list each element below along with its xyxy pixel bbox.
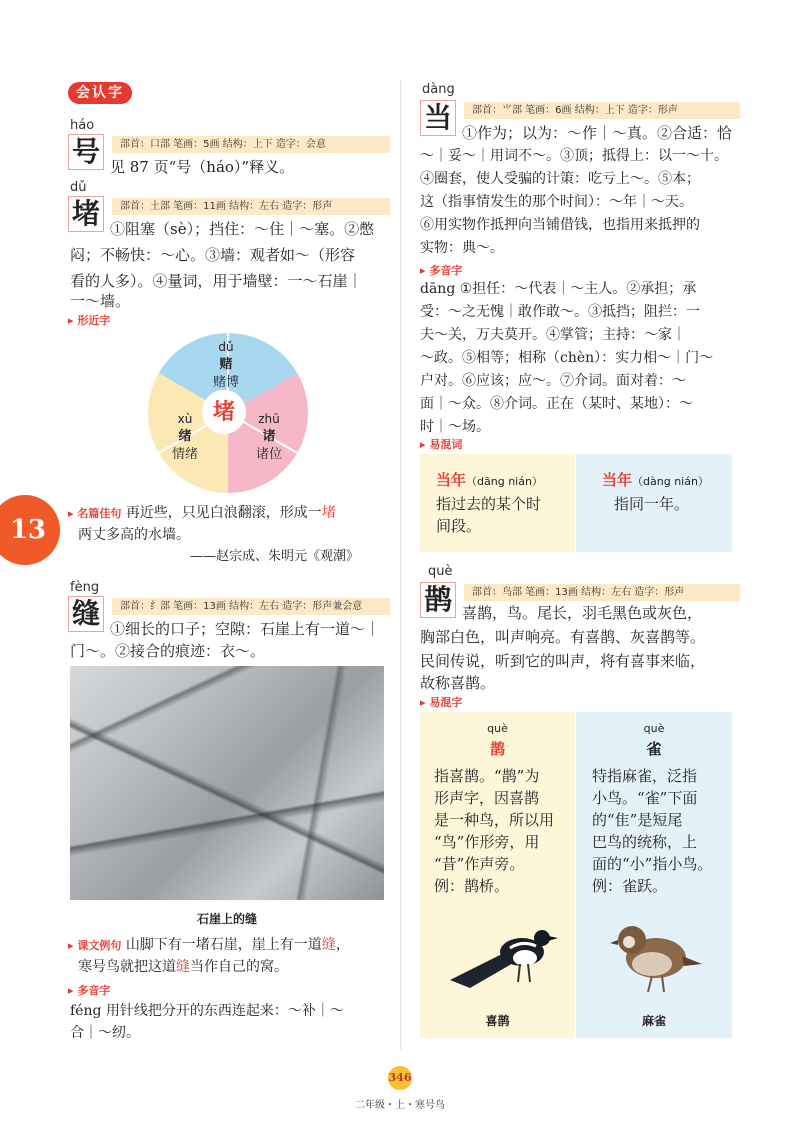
dang-compare-left: 当年（dāng nián） 指过去的某个时 间段。 (420, 454, 575, 552)
char-feng: 缝 (68, 596, 104, 632)
que-confuse-label: ▸ 易混字 (420, 694, 462, 710)
def-dang-5: ⑥用实物作抵押向当铺借钱，也指用来抵押的 (420, 217, 700, 233)
feng-poly-1: féng 用针线把分开的东西连起来：～补｜～ (70, 1003, 344, 1019)
def-feng-2: 门～。②接合的痕迹：衣～。 (70, 642, 266, 660)
def-dang-3: ④圈套，使人受骗的计策：吃亏上～。⑤本； (420, 171, 700, 187)
pinyin-du: dǔ (70, 180, 87, 195)
pinyin-dang: dàng (422, 82, 455, 97)
meta-du: 部首：土部 笔画：11画 结构：左右 造字：形声 (112, 198, 390, 215)
def-que-4: 故称喜鹊。 (420, 674, 496, 692)
char-que: 鹊 (420, 582, 456, 618)
char-hao: 号 (68, 134, 104, 170)
pinyin-que: què (428, 564, 453, 579)
def-que-1: 喜鹊，鸟。尾长，羽毛黑色或灰色， (462, 604, 703, 622)
dang-poly-label: ▸ 多音字 (420, 262, 462, 278)
chapter-tab: 13 (0, 495, 60, 565)
quote-source: ——赵宗成、朱明元《观潮》 (190, 549, 360, 564)
feng-poly-label: ▸ 多音字 (68, 982, 110, 998)
dang-poly-2: 受：～之无愧｜敢作敢～。③抵挡；阻拦：一 (420, 304, 700, 320)
meta-dang: 部首：⺌部 笔画：6画 结构：上下 造字：形声 (464, 102, 740, 119)
magpie-illustration (440, 910, 560, 1000)
def-du-2: 闷；不畅快：～心。③墙：观者如～（形容 (70, 246, 356, 264)
def-dang-4: 这（指事情发生的那个时间）：～年｜～天。 (420, 194, 693, 210)
def-hao: 见 87 页“号（háo）”释义。 (110, 158, 295, 176)
dang-poly-6: 面｜～众。⑧介词。正在（某时、某地）：～ (420, 396, 693, 412)
feng-poly-2: 合｜～纫。 (70, 1025, 140, 1041)
dang-compare-right: 当年（dàng nián） 指同一年。 (576, 454, 732, 552)
def-du-4: 一～墙。 (70, 292, 131, 310)
wheel-top: dǔ 赌 赌博 (212, 340, 239, 390)
wheel-left: xù 绪 情绪 (171, 412, 198, 462)
def-que-2: 胸部白色，叫声响亮。有喜鹊、灰喜鹊等。 (420, 628, 706, 646)
def-dang-1: ①作为；以为：～作｜～真。②合适：恰 (462, 124, 733, 142)
dang-poly-4: ～政。⑤相等；相称（chèn）：实力相～｜门～ (420, 350, 714, 366)
wheel-center-char: 堵 (202, 390, 246, 434)
pinyin-feng: fèng (70, 580, 100, 595)
quote-line-1: ▸ 名篇佳句 再近些，只见白浪翻滚，形成一堵 (68, 500, 336, 527)
column-divider (400, 80, 401, 1050)
que-compare-right: què 雀 特指麻雀，泛指 小鸟。“雀”下面 的“隹”是短尾 巴鸟的统称，上 面的“小”指小鸟。 例：雀跃。 麻雀 (576, 712, 732, 1038)
def-que-3: 民间传说，听到它的叫声，将有喜事来临， (420, 652, 706, 670)
page-number: 346 (388, 1066, 412, 1090)
def-du-3: 看的人多）。④量词，用于墙壁：一～石崖｜ (70, 272, 363, 290)
wheel-right: zhū 诸 诸位 (255, 412, 282, 462)
similar-label: ▸ 形近字 (68, 312, 110, 328)
sparrow-illustration (602, 912, 706, 998)
meta-hao: 部首：口部 笔画：5画 结构：上下 造字：会意 (112, 136, 390, 153)
rock-image-caption: 石崖上的缝 (196, 912, 257, 926)
dang-poly-1: dāng ①担任：～代表｜～主人。②承担；承 (420, 281, 697, 297)
dang-poly-7: 时｜～场。 (420, 419, 490, 435)
example-line-1: ▸ 课文例句 山脚下有一堵石崖，崖上有一道缝， (68, 932, 350, 959)
dang-poly-3: 夫～关，万夫莫开。④掌管；主持：～家｜ (420, 327, 686, 343)
section-title: 会认字 (68, 82, 132, 104)
def-du-1: ①阻塞（sè）；挡住：～住｜～塞。②憋 (110, 220, 375, 238)
char-du: 堵 (68, 196, 104, 232)
dang-poly-5: 户对。⑥应该；应～。⑦介词。面对着：～ (420, 373, 686, 389)
example-line-2: 寒号鸟就把这道缝当作自己的窝。 (78, 959, 288, 975)
pinyin-hao: háo (70, 118, 95, 133)
quote-line-2: 两丈多高的水墙。 (78, 527, 190, 543)
def-feng-1: ①细长的口子；空隙：石崖上有一道～｜ (110, 620, 381, 638)
page-footer: 二年级・上・寒号鸟 (355, 1100, 445, 1111)
rock-crack-image (70, 666, 384, 900)
def-dang-2: ～｜妥～｜用词不～。③顶；抵得上：以一～十。 (420, 148, 728, 164)
dang-confuse-label: ▸ 易混词 (420, 436, 462, 452)
char-dang: 当 (420, 100, 456, 136)
meta-que: 部首：鸟部 笔画：13画 结构：左右 造字：形声 (464, 584, 740, 601)
que-compare-left: què 鹊 指喜鹊。“鹊”为 形声字，因喜鹊 是一种鸟，所以用 “鸟”作形旁，用 “昔”作声旁。 例：鹊桥。 喜鹊 (420, 712, 575, 1038)
def-dang-6: 实物：典～。 (420, 240, 504, 256)
meta-feng: 部首：纟部 笔画：13画 结构：左右 造字：形声兼会意 (112, 598, 390, 615)
